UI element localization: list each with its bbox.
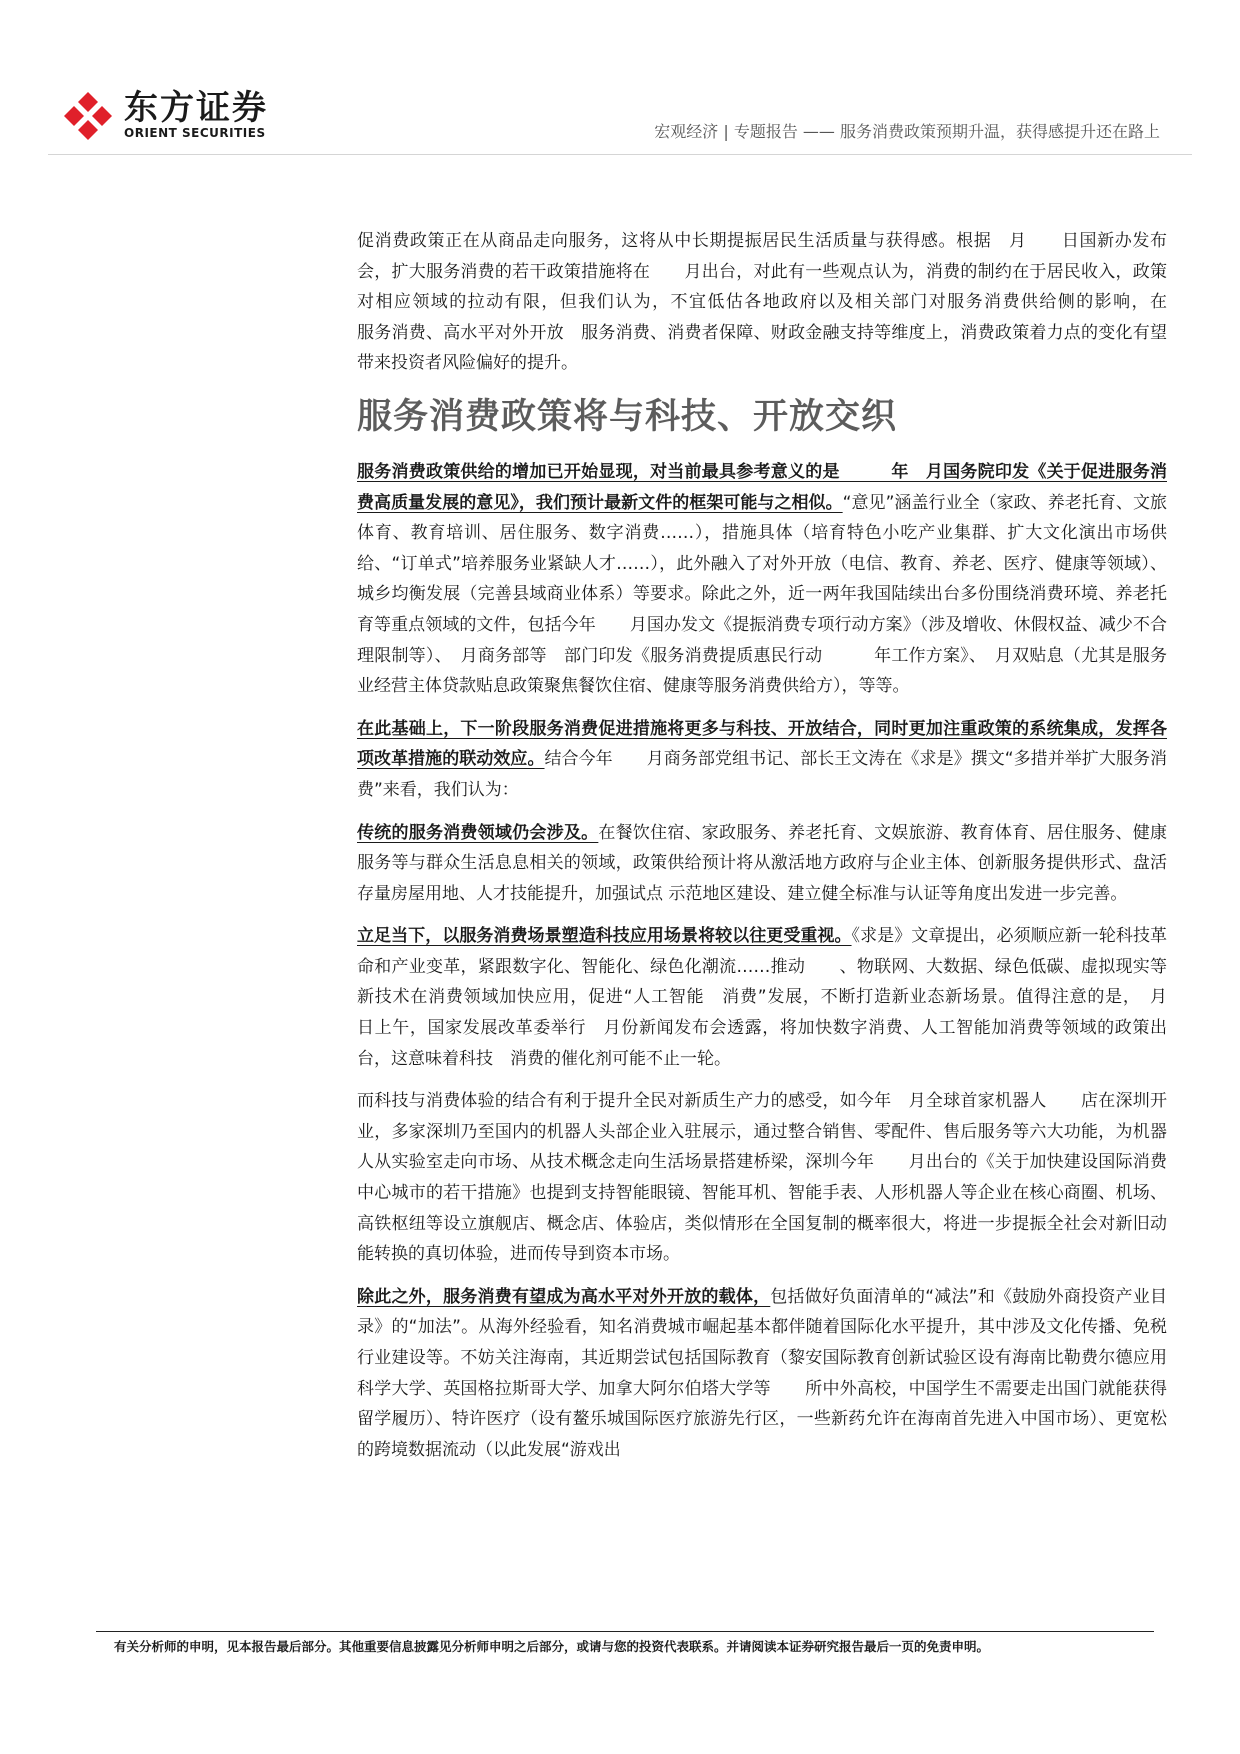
paragraph-3 (357, 818, 1167, 910)
paragraph-4-text: 《求是》文章提出，必须顺应新一轮科技革命和产业变革，紧跟数字化、智能化、绿色化潮流……推动 、物联网、大数据、绿色低碳、虚拟现实等新技术在消费领域加快应用，促进“人工智能 消费”发展，不断打造新业态新场景。值得注意的是， 月 日上午，国家发展改革委举行 月份新闻发布会透露，将加快数字消费、人工智能加消费等领域的政策出台，这意味着科技 消费的催化剂可能不止一轮。 (357, 926, 1201, 1069)
main-content (357, 226, 1218, 1469)
intro-text: 促消费政策正在从商品走向服务，这将从中长期提振居民生活质量与获得感。根据 月 日国新办发布会，扩大服务消费的若干政策措施将在 月出台，对此有一些观点认为，消费的制约在于居民收入，政策对相应领域的拉动有限，但我们认为，不宜低估各地政府以及相关部门对服务消费供给侧的影响，在 服务消费、高水平对外开放 服务消费、消费者保障、财政金融支持等维度上，消费政策着力点的变化有望带来投资者风险偏好的提升。 (357, 231, 1218, 374)
paragraph-1 (357, 457, 1167, 702)
orient-securities-logo-icon (58, 88, 118, 148)
header-divider (48, 154, 1192, 155)
report-title: 宏观经济 | 专题报告 —— 服务消费政策预期升温，获得感提升还在路上 (654, 122, 1160, 141)
company-name-cn: 东方证券 (124, 88, 268, 128)
intro-paragraph (357, 226, 1218, 379)
company-name-en: ORIENT SECURITIES (124, 126, 266, 140)
paragraph-5 (357, 1086, 1167, 1270)
paragraph-3-text: 在餐饮住宿、家政服务、养老托育、文娱旅游、教育体育、居住服务、健康服务等与群众生活息息相关的领域，政策供给预计将从激活地方政府与企业主体、创新服务提供形式、盘活存量房屋用地、人才技能提升，加强试点 示范地区建设、建立健全标准与认证等角度出发进一步完善。 (357, 822, 1168, 904)
paragraph-6 (357, 1282, 1167, 1466)
paragraph-1-lead: 服务消费政策供给的增加已开始显现，对当前最具参考意义的是 年 月国务院印发《关于促进服务消费高质量发展的意见》，我们预计最新文件的框架可能与之相似。 (357, 461, 1167, 513)
section-title: 服务消费政策将与科技、开放交织 (357, 396, 898, 437)
paragraph-2 (357, 714, 1167, 806)
paragraph-4-lead: 立足当下，以服务消费场景塑造科技应用场景将较以往更受重视。 (357, 926, 852, 947)
paragraph-1-text: “意见”涵盖行业全（家政、养老托育、文旅体育、教育培训、居住服务、数字消费……），措施具体（培育特色小吃产业集群、扩大文化演出市场供给、“订单式”培养服务业紧缺人才……），此外融入了对外开放（电信、教育、养老、医疗、健康等领域）、城乡均衡发展（完善县域商业体系）等要求。除此之外，近一两年我国陆续出台多份围绕消费环境、养老托育等重点领域的文件，包括今年 月国办发文《提振消费专项行动方案》（涉及增收、休假权益、减少不合理限制等）、 月商务部等 部门印发《服务消费提质惠民行动 年工作方案》、 月双贴息（尤其是服务业经营主体贷款贴息政策聚焦餐饮住宿、健康等服务消费供给方），等等。 (357, 492, 1167, 697)
paragraph-5-text: 而科技与消费体验的结合有利于提升全民对新质生产力的感受，如今年 月全球首家机器人 店在深圳开业，多家深圳乃至国内的机器人头部企业入驻展示，通过整合销售、零配件、售后服务等六大功能，为机器人从实验室走向市场、从技术概念走向生活场景搭建桥梁，深圳今年 月出台的《关于加快建设国际消费中心城市的若干措施》也提到支持智能眼镜、智能耳机、智能手表、人形机器人等企业在核心商圈、机场、高铁枢纽等设立旗舰店、概念店、体验店，类似情形在全国复制的概率很大，将进一步提振全社会对新旧动能转换的真切体验，进而传导到资本市场。 (357, 1091, 1167, 1265)
paragraph-6-lead: 除此之外，服务消费有望成为高水平对外开放的载体， (357, 1286, 771, 1307)
paragraph-2-text: 结合今年 月商务部党组书记、部长王文涛在《求是》撰文“多措并举扩大服务消费”来看，我们认为： (357, 749, 1167, 800)
paragraph-3-lead: 传统的服务消费领域仍会涉及。 (357, 822, 599, 843)
paragraph-4 (357, 921, 1201, 1074)
paragraph-6-text: 包括做好负面清单的“减法”和《鼓励外商投资产业目录》的“加法”。从海外经验看，知名消费城市崛起基本都伴随着国际化水平提升，其中涉及文化传播、免税行业建设等。不妨关注海南，其近期尝试包括国际教育（黎安国际教育创新试验区设有海南比勒费尔德应用科学大学、英国格拉斯哥大学、加拿大阿尔伯塔大学等 所中外高校，中国学生不需要走出国门就能获得留学履历）、特许医疗（设有鳌乐城国际医疗旅游先行区，一些新药允许在海南首先进入中国市场）、更宽松的跨境数据流动（以此发展“游戏出 (357, 1286, 1167, 1460)
footer-divider (96, 1631, 1154, 1632)
paragraph-2-lead: 在此基础上，下一阶段服务消费促进措施将更多与科技、开放结合，同时更加注重政策的系统集成，发挥各项改革措施的联动效应。 (357, 718, 1167, 770)
footer-disclaimer: 有关分析师的申明，见本报告最后部分。其他重要信息披露见分析师申明之后部分，或请与您的投资代表联系。并请阅读本证券研究报告最后一页的免责申明。 (114, 1639, 990, 1654)
